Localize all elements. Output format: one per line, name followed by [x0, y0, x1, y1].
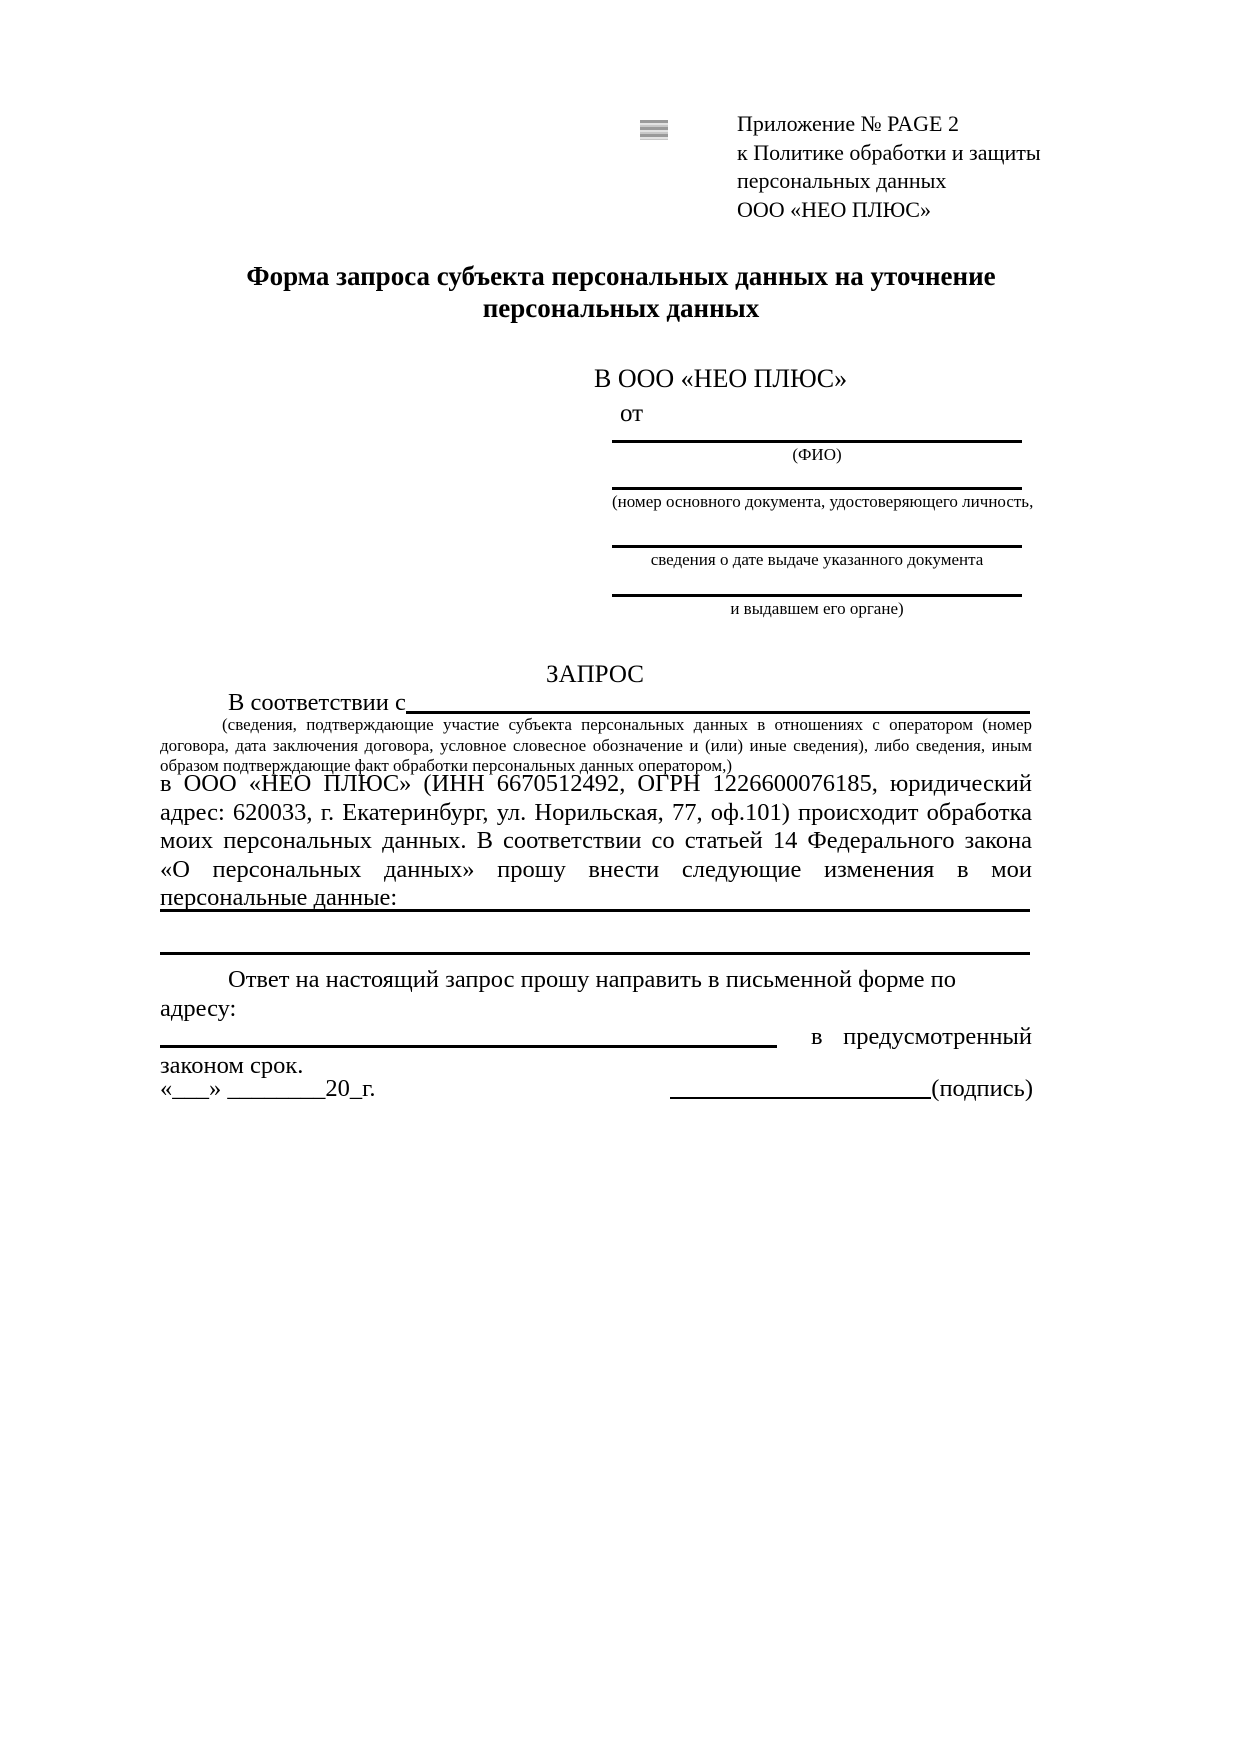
- issue-date-write-line: [612, 545, 1022, 548]
- document-title-line: персональных данных: [482, 293, 760, 323]
- issue-date-caption: сведения о дате выдаче указанного документа: [650, 550, 984, 569]
- document-number-caption: (номер основного документа, удостоверяющего личность,: [612, 492, 1034, 511]
- reply-tail: [777, 1023, 1032, 1052]
- attachment-note-line: Приложение № PAGE 2: [737, 111, 959, 136]
- signature-write-line: [670, 1096, 931, 1099]
- attachment-note-line: ООО «НЕО ПЛЮС»: [737, 196, 931, 222]
- addressee-from-label: от: [620, 400, 644, 427]
- reply-sentence: Ответ на настоящий запрос прошу направить в письменной форме по адресу:: [160, 966, 956, 1022]
- document-title: [221, 260, 1021, 324]
- document-title-line: Форма запроса субъекта персональных данных на уточнение: [246, 261, 996, 291]
- basis-write-line: [406, 710, 1030, 714]
- request-body: в ООО «НЕО ПЛЮС» (ИНН 6670512492, ОГРН 1226600076185, юридический адрес: 620033, г. Екатеринбург, ул. Норильская, 77, оф.101) происходит обработка моих персональных данных. В соответствии со статьей 14 Федерального закона «О персональных данных» прошу внести следующие изменения в мои персональные данные:: [160, 770, 1032, 912]
- address-write-line: [160, 1044, 777, 1048]
- signature-caption: (подпись): [931, 1075, 1033, 1102]
- request-intro-prefix: В соответствии с: [228, 689, 406, 716]
- date-placeholder: «___» ________20_г.: [160, 1075, 376, 1102]
- issuing-authority-write-line: [612, 594, 1022, 597]
- attachment-note: [737, 110, 1041, 224]
- attachment-note-line: персональных данных: [737, 168, 947, 193]
- striped-placeholder-icon: [640, 120, 668, 140]
- reply-tail-line2: законом срок.: [160, 1051, 304, 1079]
- document-number-write-line: [612, 487, 1022, 490]
- issuing-authority-caption: и выдавшем его органе): [730, 599, 904, 618]
- date-signature-row: [160, 1074, 1033, 1103]
- fio-write-line: [612, 440, 1022, 443]
- addressee-to: В ООО «НЕО ПЛЮС»: [594, 364, 848, 393]
- reply-tail-word: предусмотренный: [843, 1023, 1032, 1051]
- attachment-note-line: к Политике обработки и защиты: [737, 139, 1041, 165]
- fio-caption: (ФИО): [792, 445, 842, 464]
- addressee-block: [594, 364, 1034, 619]
- reply-paragraph: [160, 966, 1032, 1080]
- basis-footnote: (сведения, подтверждающие участие субъекта персональных данных в отношениях с оператором (номер договора, дата заключения договора, условное словесное обозначение и (или) иные сведения), либо сведения, иным образом подтверждающие факт обработки персональных данных оператором,): [160, 715, 1032, 775]
- request-heading: ЗАПРОС: [546, 661, 644, 688]
- changes-write-line: [160, 909, 1030, 912]
- reply-address-row: [160, 1023, 1032, 1052]
- reply-tail-word: в: [811, 1023, 823, 1051]
- changes-write-line: [160, 952, 1030, 955]
- request-intro-row: [160, 688, 1030, 717]
